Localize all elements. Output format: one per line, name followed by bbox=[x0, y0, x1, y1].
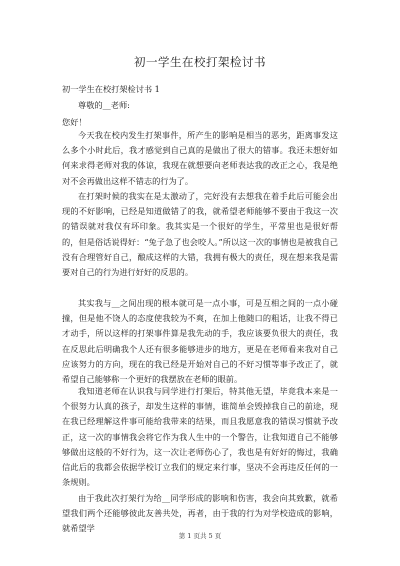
paragraph-3: 其实我与__之间出现的根本就可是一点小事，可是互相之间的一点小碰撞，但是他不饶人的态度使我较为不爽，在加上他随口的粗话，让我不得已才动手，所以这样的打架事件算是我先动的手，我应该要负很大的责任，我在反思此后明确我个人还有很多能够进步的地方，更是在老师看来我对自己应该努力的方向，现在的我已经是开始对自己的不好习惯等事予改正了，就希望自己能够称一个更好的我摆放在老师的眼前。 bbox=[62, 298, 338, 385]
document-subtitle: 初一学生在校打架检讨书 1 bbox=[62, 84, 160, 94]
salutation: 尊敬的__老师: bbox=[78, 100, 130, 110]
paragraph-5: 由于我此次打架行为给__同学形成的影响和伤害，我会向其致歉，就希望我们两个还能够彼此友善共处，再者，由于我的行为对学校造成的影响，就希望学 bbox=[62, 493, 338, 534]
document-title: 初一学生在校打架检讨书 bbox=[134, 55, 266, 69]
paragraph-2: 在打架时候的我实在是太激动了，完好没有去想我在着手此后可能会出现的不好影响，已经是知道做错了的我，就希望老师能够不要由于我这一次的错误就对我仅有坏印象。我其实是一个很好的学生，平常里也是很好帮的，但是俗话说得好：“兔子急了也会咬人。”所以这一次的事情也是被我自己没有合理管好自己，酿成这样的大错，我拥有极大的责任，现在想来我是需要对自己的行为进行好好的反思的。 bbox=[62, 191, 338, 278]
paragraph-4: 我知道老师在认识我与同学进行打架后，特其他无望，毕竟我本来是一个很努力认真的孩子，却发生这样的事情，谁简单会毁掉我自己的前途，现在我已经理解这件事可能给我带来的结果，而且我愿意我的错误习惯就予改正，这一次的事情我会将它作为我人生中的一个警告，让我知道自己不能够够做出这般的不好行为，这一次让老师伤心了，我也是有好好的悔过，我确信此后的我都会依据学校订立我们的规定来行事，坚决不会再违反任何的一条规则。 bbox=[62, 386, 338, 488]
greeting: 您好！ bbox=[62, 117, 87, 127]
page-footer: 第 1 页共 5 页 bbox=[178, 532, 222, 540]
paragraph-1: 今天我在校内发生打架事件，所产生的影响是相当的恶劣，距离事发这么多个小时此后，我才感觉到自己真的是做出了很大的错事。我还未想好如何来求得老师对我的体谅，我现在就想要向老师表达我的改正之心，我是绝对不会再做出这样不错志的行为了。 bbox=[62, 130, 338, 186]
